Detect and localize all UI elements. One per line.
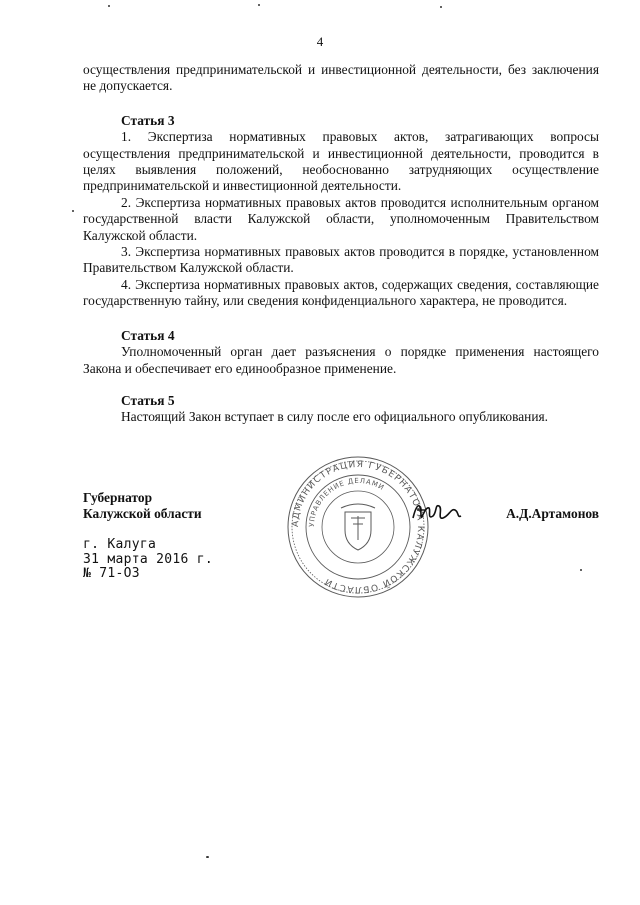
governor-title bbox=[83, 490, 202, 523]
seal-emblem-icon bbox=[341, 504, 375, 550]
page-number: 4 bbox=[316, 34, 324, 49]
article-5-paragraph-1: Настоящий Закон вступает в силу после его официального опубликования. bbox=[121, 409, 549, 425]
seal-inner-text: УПРАВЛЕНИЕ ДЕЛАМИ bbox=[307, 476, 386, 528]
scan-speck bbox=[440, 6, 442, 8]
governor-title-line-1: Губернатор bbox=[83, 490, 153, 505]
article-3-heading: Статья 3 bbox=[121, 112, 175, 128]
article-3-paragraph-4: 4. Экспертиза нормативных правовых актов, содержащих сведения, составляющие государственную тайну, или сведения конфиденциального характера, не проводится. bbox=[83, 276, 599, 309]
article-3-paragraph-1: 1. Экспертиза нормативных правовых актов, затрагивающих вопросы осуществления предпринимательской и инвестиционной деятельности, проводится в целях выявления положений, необоснованно затрудняющих осуществление предпринимательской и инвестиционной деятельности. bbox=[83, 129, 599, 194]
document-registration bbox=[83, 538, 213, 582]
article-3-paragraph-3: 3. Экспертиза нормативных правовых актов проводится в порядке, установленном Правительством Калужской области. bbox=[83, 244, 599, 276]
seal-outer-text: АДМИНИСТРАЦИЯ ГУБЕРНАТОРА КАЛУЖСКОЙ ОБЛАСТИ bbox=[290, 459, 426, 595]
scan-speck bbox=[258, 4, 260, 6]
registration-date: 31 марта 2016 г. bbox=[83, 551, 214, 567]
scan-speck bbox=[108, 5, 110, 7]
article-4-heading: Статья 4 bbox=[121, 327, 175, 343]
law-text bbox=[83, 62, 599, 426]
governor-title-line-2: Калужской области bbox=[83, 506, 202, 522]
article-3-paragraph-2: 2. Экспертиза нормативных правовых актов проводится исполнительным органом государственной власти Калужской области, уполномоченным Правительством Калужской области. bbox=[83, 194, 599, 243]
official-seal bbox=[285, 454, 431, 600]
registration-city: г. Калуга bbox=[83, 537, 157, 552]
article-4-paragraph-1: Уполномоченный орган дает разъяснения о порядке применения настоящего Закона и обеспечивает его единообразное применение. bbox=[83, 344, 599, 376]
article-5-heading: Статья 5 bbox=[121, 392, 175, 408]
scan-speck bbox=[580, 569, 582, 571]
governor-name: А.Д.Артамонов bbox=[506, 506, 599, 521]
handwritten-signature bbox=[411, 498, 463, 526]
scan-speck bbox=[72, 210, 74, 212]
registration-number: № 71-ОЗ bbox=[83, 566, 140, 582]
scan-speck bbox=[206, 856, 209, 858]
paragraph-carryover: осуществления предпринимательской и инвестиционной деятельности, без заключения не допускается. bbox=[83, 62, 599, 94]
